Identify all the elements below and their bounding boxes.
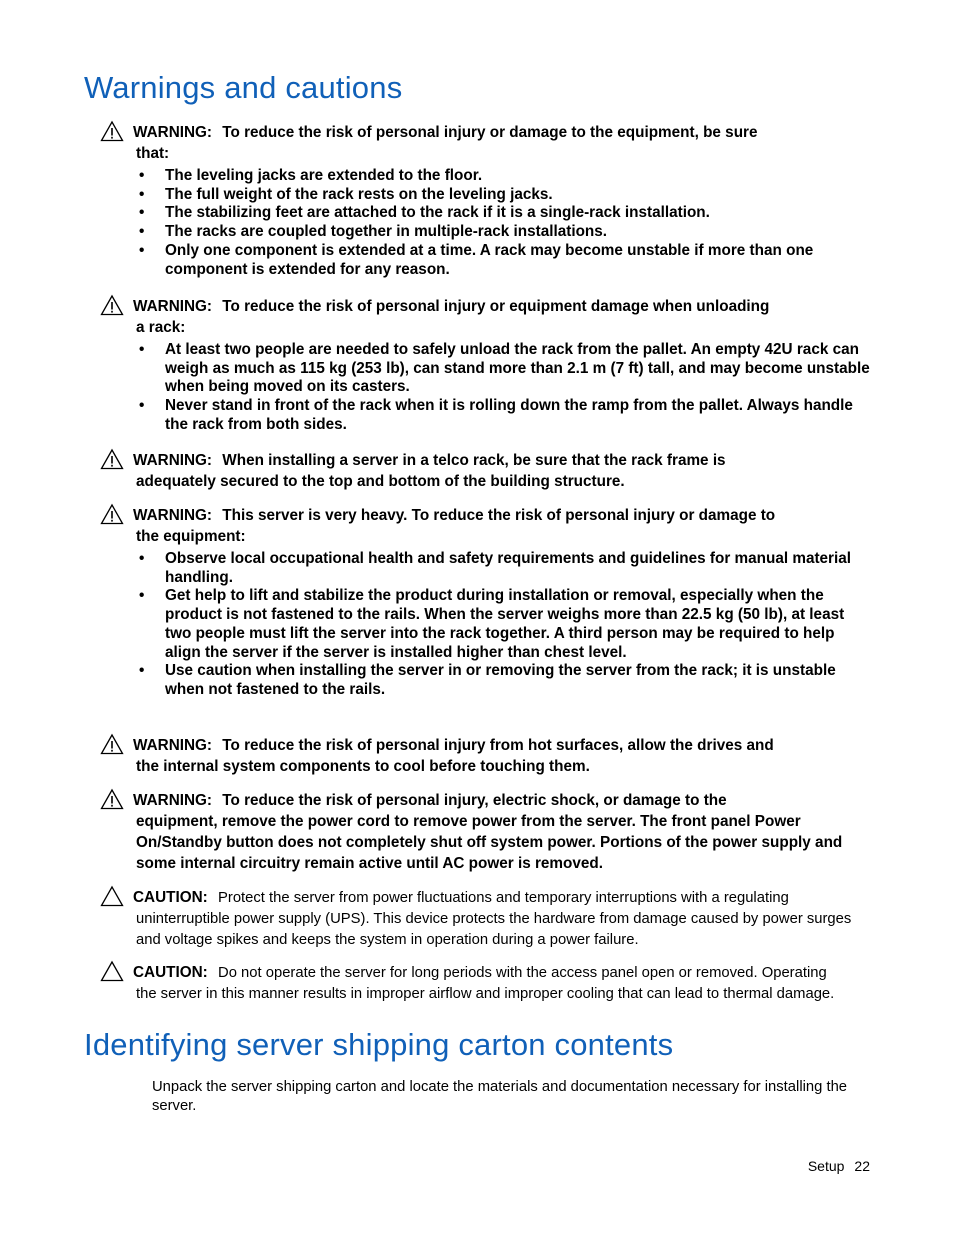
warning-heading (100, 296, 872, 338)
notice-text: To reduce the risk of personal injury, electric shock, or damage to the (222, 792, 727, 809)
warning-heading (100, 505, 872, 547)
notice-text-continued: the equipment: (136, 528, 246, 545)
notice-text: This server is very heavy. To reduce the risk of personal injury or damage to (222, 507, 776, 524)
list-item: • The full weight of the rack rests on the leveling jacks. (139, 185, 553, 203)
bullet-dot: • (139, 662, 145, 680)
list-item: • The leveling jacks are extended to the floor. (139, 167, 483, 184)
bullet-dot: • (139, 550, 145, 567)
list-item: • The racks are coupled together in multiple-rack installations. (139, 223, 608, 241)
bullet-dot: • (139, 241, 145, 259)
caution-notice (100, 887, 872, 951)
bullet-dot: • (139, 397, 145, 415)
notice-text: To reduce the risk of personal injury or damage to the equipment, be sure (222, 124, 758, 141)
warning-notice (100, 296, 872, 435)
notice-text: Protect the server from power fluctuations and temporary interruptions with a regulating (218, 890, 789, 906)
bullet-dot: • (139, 167, 145, 184)
caution-notice (100, 962, 872, 1005)
bullet-dot: • (139, 223, 145, 241)
warning-heading (100, 790, 872, 874)
notice-text: When installing a server in a telco rack, be sure that the rack frame is (222, 452, 726, 469)
caution-triangle-icon (100, 885, 124, 907)
bullet-dot: • (139, 185, 145, 203)
notice-keyword: WARNING: (133, 452, 213, 469)
notice-keyword: WARNING: (133, 124, 213, 141)
list-item: • Use caution when installing the server in or removing the server from the rack; it is unstable when not fastened to the rails. (139, 662, 836, 698)
caution-heading (100, 887, 872, 951)
list-item: • Never stand in front of the rack when it is rolling down the ramp from the pallet. Always handle the rack from both sides. (139, 397, 853, 433)
warning-bullet-list (100, 341, 872, 435)
notice-text-continued: the internal system components to cool before touching them. (136, 758, 590, 775)
warning-triangle-icon (100, 503, 124, 525)
notice-text-continued: equipment, remove the power cord to remove power from the server. The front panel Power On/Standby button does not completely shut off system power. Portions of the power supply and some internal circuitry remain active until AC power is removed. (136, 813, 843, 872)
notice-keyword: CAUTION: (133, 889, 208, 906)
warning-heading (100, 450, 872, 492)
bullet-dot: • (139, 587, 145, 605)
list-item: • At least two people are needed to safely unload the rack from the pallet. An empty 42U rack can weigh as much as 115 kg (253 lb), can stand more than 2.1 m (7 ft) tall, and may become unstable when being moved on its casters. (139, 341, 870, 396)
notice-text: Do not operate the server for long periods with the access panel open or removed. Operating (218, 965, 827, 981)
warning-notice (100, 450, 872, 492)
warning-triangle-icon (100, 120, 124, 142)
warning-bullet-list (100, 550, 872, 700)
body-paragraph: Unpack the server shipping carton and locate the materials and documentation necessary for installing the server. (152, 1079, 848, 1114)
page-number: 22 (854, 1158, 870, 1174)
notice-keyword: WARNING: (133, 792, 213, 809)
warning-heading (100, 735, 872, 777)
notice-text-continued: that: (136, 145, 170, 162)
list-item: • Observe local occupational health and safety requirements and guidelines for manual material handling. (139, 550, 852, 586)
notice-text-continued: uninterruptible power supply (UPS). This device protects the hardware from damage caused by power surges and voltage spikes and keeps the system in operation during a power failure. (136, 911, 852, 948)
notice-text-continued: a rack: (136, 319, 186, 336)
section-title-carton-contents: Identifying server shipping carton contents (84, 1027, 674, 1062)
notice-keyword: WARNING: (133, 507, 213, 524)
list-item: • Get help to lift and stabilize the product during installation or removal, especially when the product is not fastened to the rails. When the server weighs more than 22.5 kg (50 lb), at least two people must lift the server into the rack together. A third person may be required to help align the server if the server is installed higher than chest level. (139, 587, 845, 661)
notice-text: To reduce the risk of personal injury or equipment damage when unloading (222, 298, 770, 315)
warning-triangle-icon (100, 788, 124, 810)
warning-notice (100, 505, 872, 700)
notice-text: To reduce the risk of personal injury from hot surfaces, allow the drives and (222, 737, 774, 754)
list-item: • The stabilizing feet are attached to the rack if it is a single-rack installation. (139, 204, 710, 222)
caution-triangle-icon (100, 960, 124, 982)
warning-notice (100, 790, 872, 874)
notice-text-continued: the server in this manner results in improper airflow and improper cooling that can lead to thermal damage. (136, 986, 835, 1002)
warning-notice (100, 735, 872, 777)
bullet-dot: • (139, 341, 145, 358)
warning-notice (100, 122, 872, 279)
notice-keyword: WARNING: (133, 737, 213, 754)
warning-bullet-list (100, 167, 872, 279)
section-title-warnings: Warnings and cautions (84, 70, 403, 105)
warning-triangle-icon (100, 448, 124, 470)
footer-section: Setup (807, 1158, 845, 1174)
notice-text-continued: adequately secured to the top and bottom of the building structure. (136, 473, 625, 490)
page-footer (808, 1158, 870, 1174)
bullet-dot: • (139, 204, 145, 222)
warning-triangle-icon (100, 294, 124, 316)
notice-keyword: WARNING: (133, 298, 213, 315)
notice-keyword: CAUTION: (133, 964, 208, 981)
list-item: • Only one component is extended at a time. A rack may become unstable if more than one component is extended for any reason. (139, 241, 814, 278)
warning-heading (100, 122, 872, 164)
warning-triangle-icon (100, 733, 124, 755)
caution-heading (100, 962, 872, 1005)
